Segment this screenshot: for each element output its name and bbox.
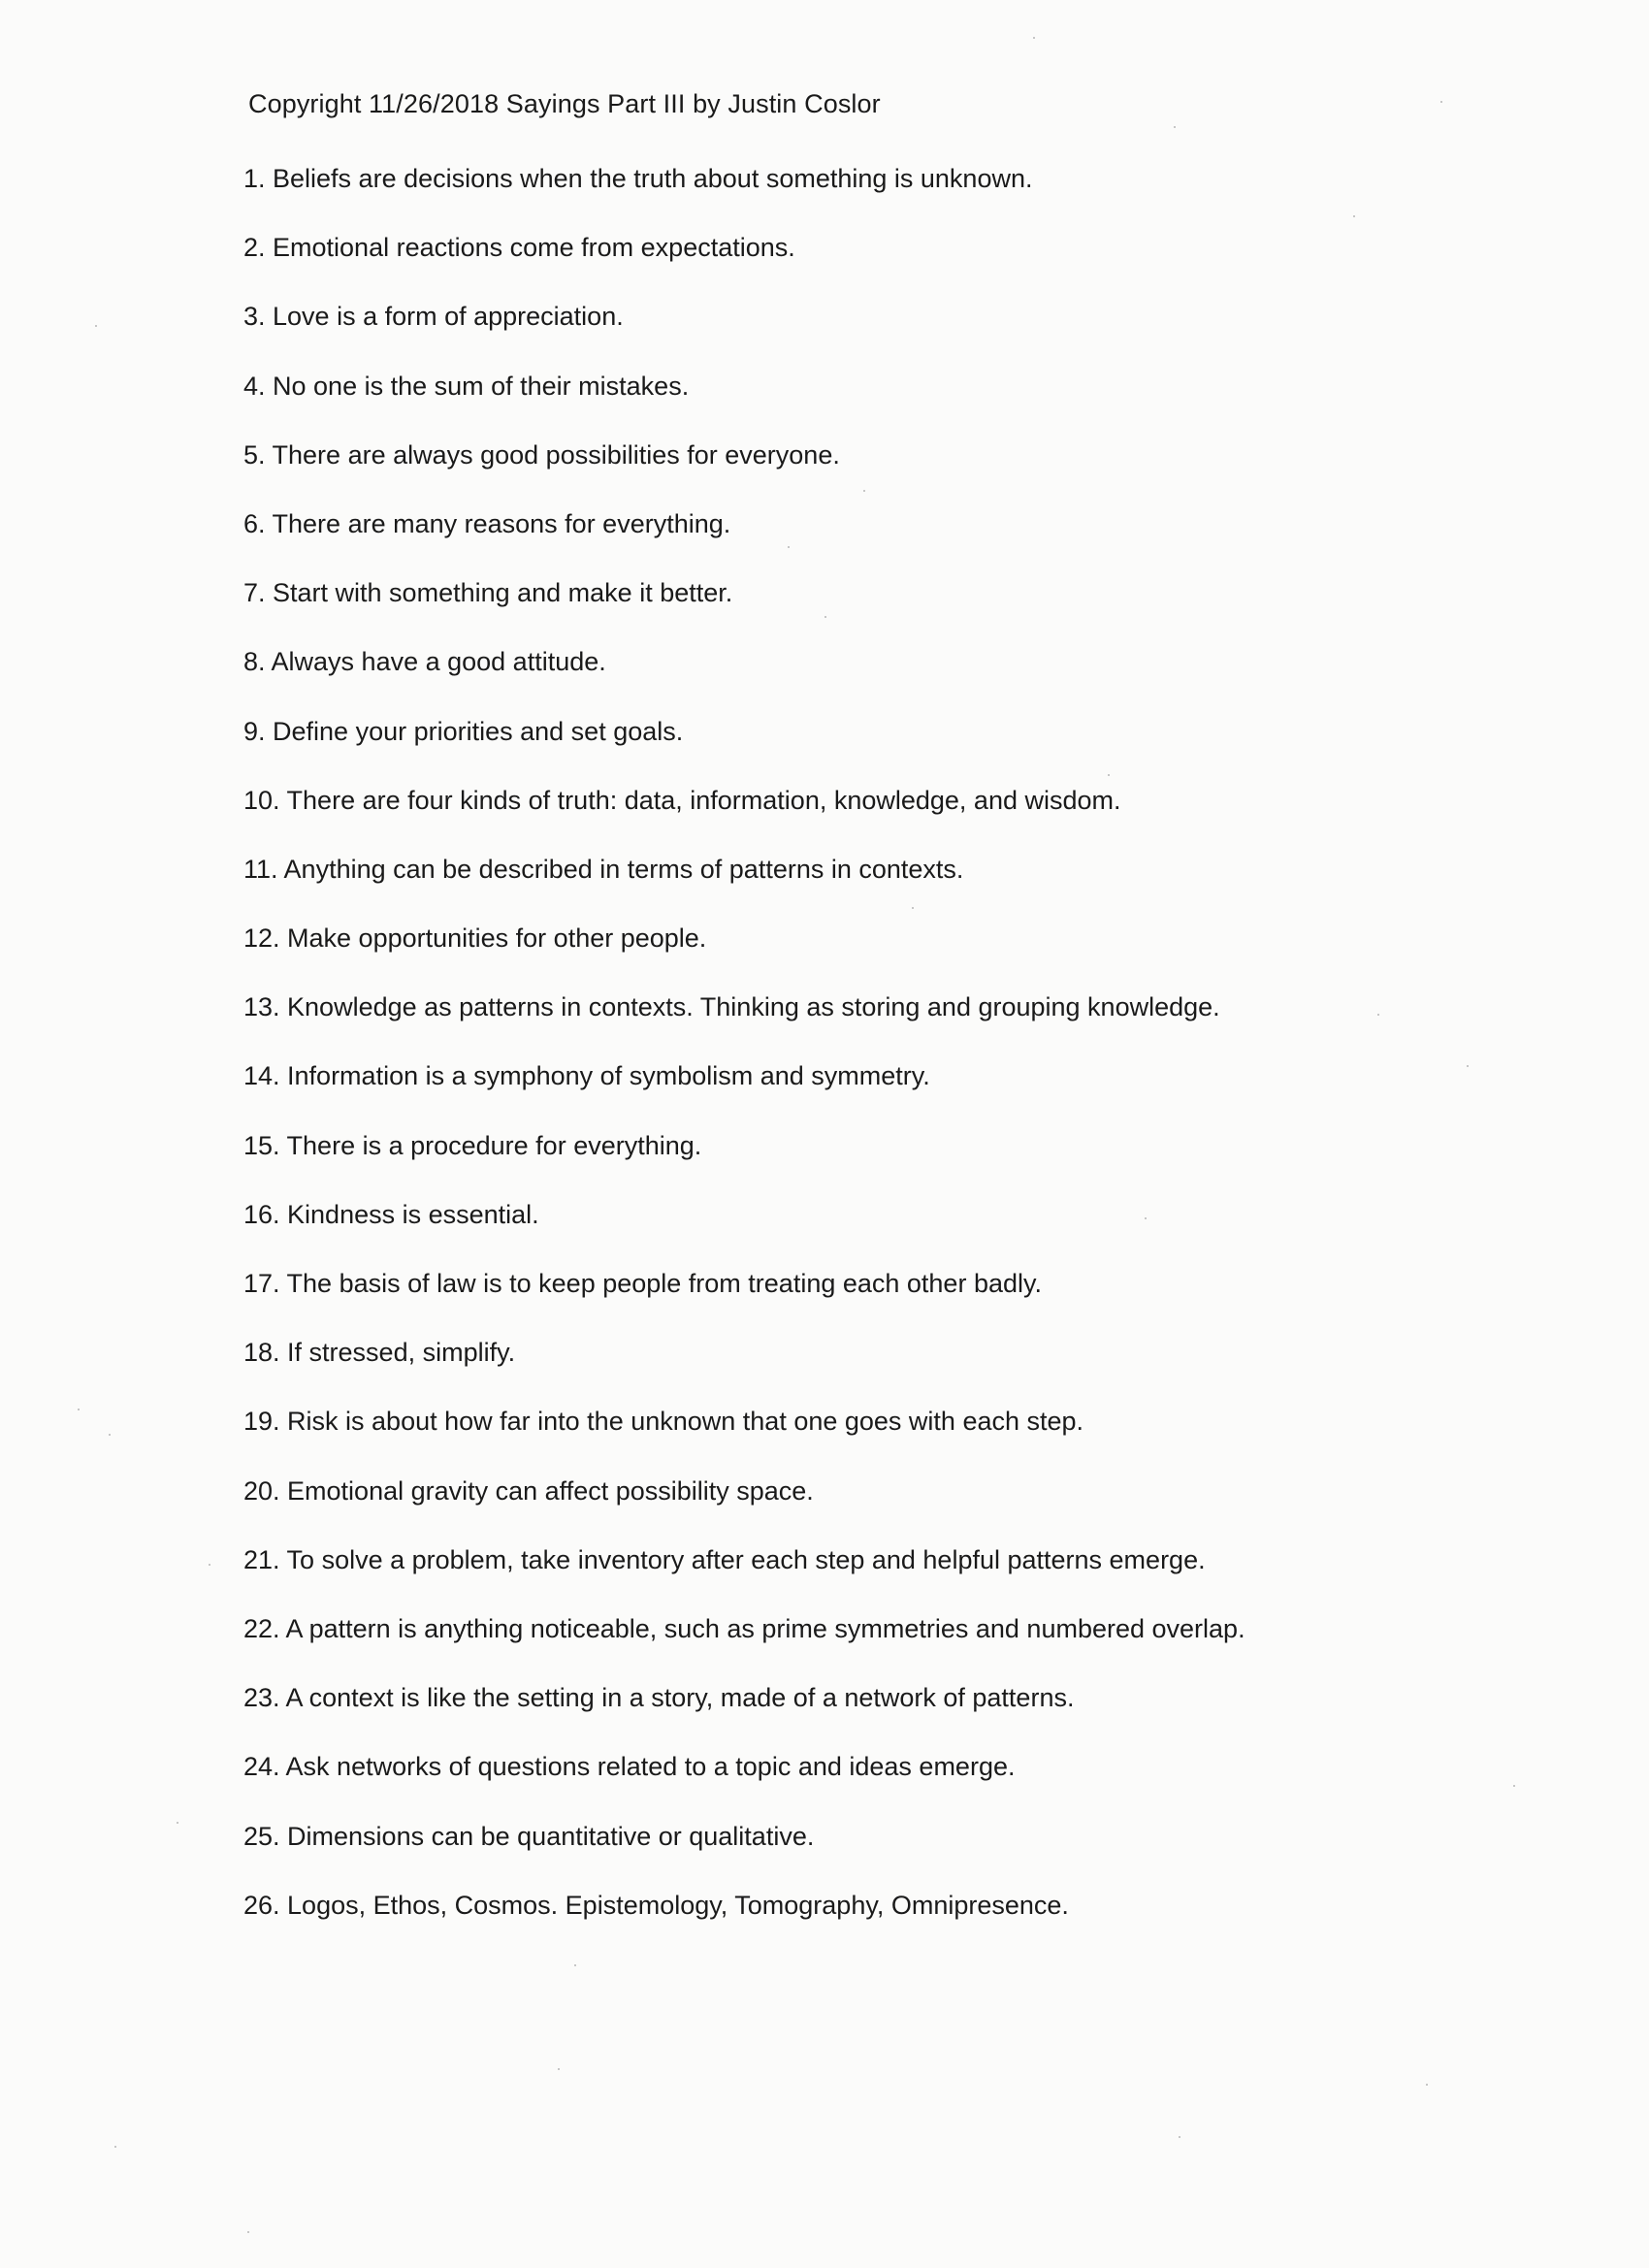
scan-speck: [1145, 1217, 1147, 1219]
saying-7: 7. Start with something and make it better.: [243, 578, 733, 608]
scan-speck: [1467, 1065, 1469, 1067]
saying-19: 19. Risk is about how far into the unknown that one goes with each step.: [243, 1407, 1084, 1437]
saying-10: 10. There are four kinds of truth: data, information, knowledge, and wisdom.: [243, 785, 1121, 815]
saying-16: 16. Kindness is essential.: [243, 1199, 539, 1229]
saying-18: 18. If stressed, simplify.: [243, 1338, 516, 1368]
scan-speck: [1513, 1785, 1515, 1787]
scan-speck: [574, 1964, 576, 1966]
scan-speck: [863, 490, 865, 492]
saying-1: 1. Beliefs are decisions when the truth about something is unknown.: [243, 164, 1033, 193]
scan-speck: [109, 1434, 111, 1436]
saying-22: 22. A pattern is anything noticeable, such as prime symmetries and numbered overlap.: [243, 1613, 1245, 1643]
saying-6: 6. There are many reasons for everything.: [243, 508, 731, 538]
scan-speck: [114, 2146, 116, 2148]
scan-speck: [912, 907, 914, 909]
saying-20: 20. Emotional gravity can affect possibility space.: [243, 1475, 814, 1506]
saying-17: 17. The basis of law is to keep people from treating each other badly.: [243, 1269, 1042, 1298]
scan-speck: [824, 616, 826, 618]
saying-24: 24. Ask networks of questions related to a topic and ideas emerge.: [243, 1752, 1016, 1782]
scan-speck: [1440, 101, 1442, 103]
saying-15: 15. There is a procedure for everything.: [243, 1130, 702, 1160]
scan-speck: [247, 2231, 249, 2233]
scan-speck: [1179, 2136, 1180, 2138]
saying-8: 8. Always have a good attitude.: [243, 647, 606, 677]
saying-26: 26. Logos, Ethos, Cosmos. Epistemology, Tomography, Omnipresence.: [243, 1890, 1069, 1920]
scan-speck: [558, 2068, 560, 2070]
saying-14: 14. Information is a symphony of symbolism and symmetry.: [243, 1061, 930, 1091]
scan-speck: [1108, 774, 1110, 776]
saying-11: 11. Anything can be described in terms of patterns in contexts.: [243, 854, 964, 884]
saying-12: 12. Make opportunities for other people.: [243, 923, 707, 954]
saying-5: 5. There are always good possibilities for everyone.: [243, 439, 840, 470]
scan-speck: [1033, 37, 1035, 39]
saying-21: 21. To solve a problem, take inventory after each step and helpful patterns emerge.: [243, 1544, 1206, 1574]
saying-4: 4. No one is the sum of their mistakes.: [243, 371, 690, 401]
saying-25: 25. Dimensions can be quantitative or qualitative.: [243, 1821, 815, 1851]
saying-2: 2. Emotional reactions come from expectations.: [243, 233, 795, 263]
scan-speck: [1426, 2084, 1428, 2086]
sayings-list: [243, 159, 1245, 1955]
document-title: Copyright 11/26/2018 Sayings Part III by Justin Coslor: [248, 89, 881, 118]
scan-speck: [788, 546, 790, 548]
scan-speck: [78, 1409, 80, 1410]
scan-speck: [95, 325, 97, 327]
saying-13: 13. Knowledge as patterns in contexts. Thinking as storing and grouping knowledge.: [243, 992, 1220, 1022]
saying-23: 23. A context is like the setting in a story, made of a network of patterns.: [243, 1683, 1075, 1713]
scan-speck: [177, 1822, 178, 1824]
scan-speck: [1353, 215, 1355, 217]
scan-speck: [209, 1564, 210, 1566]
saying-9: 9. Define your priorities and set goals.: [243, 716, 684, 746]
scan-speck: [1377, 1014, 1379, 1016]
saying-3: 3. Love is a form of appreciation.: [243, 302, 624, 332]
scan-speck: [1174, 126, 1176, 128]
